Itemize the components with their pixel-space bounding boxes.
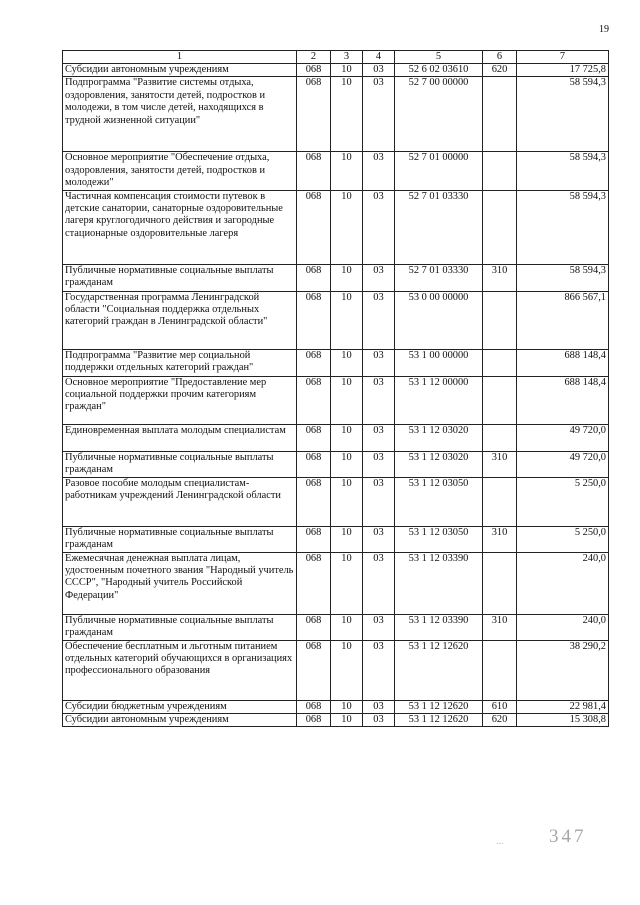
section-cell: 10 [331, 376, 363, 424]
amount-cell: 58 594,3 [517, 152, 609, 190]
table-row [63, 451, 609, 477]
expense-type-cell [483, 552, 517, 614]
table-row [63, 424, 609, 451]
target-article-cell: 53 1 00 00000 [395, 349, 483, 376]
code-cell: 068 [297, 64, 331, 77]
column-header: 4 [363, 51, 395, 64]
subsection-cell: 03 [363, 64, 395, 77]
expense-type-cell: 610 [483, 700, 517, 713]
subsection-cell: 03 [363, 152, 395, 190]
table-row [63, 700, 609, 713]
section-cell: 10 [331, 700, 363, 713]
amount-cell: 688 148,4 [517, 349, 609, 376]
subsection-cell: 03 [363, 552, 395, 614]
section-cell: 10 [331, 291, 363, 349]
subsection-cell: 03 [363, 614, 395, 640]
row-name-cell: Единовременная выплата молодым специалистам [63, 424, 297, 451]
table-header-row [63, 51, 609, 64]
target-article-cell: 53 1 12 03050 [395, 526, 483, 552]
section-cell: 10 [331, 424, 363, 451]
row-name-cell: Подпрограмма "Развитие системы отдыха, оздоровления, занятости детей, подростков и молодежи, в том числе детей, находящихся в трудной жизненной ситуации" [63, 77, 297, 152]
row-name-cell: Подпрограмма "Развитие мер социальной поддержки отдельных категорий граждан" [63, 349, 297, 376]
code-cell: 068 [297, 77, 331, 152]
table-row [63, 77, 609, 152]
amount-cell: 866 567,1 [517, 291, 609, 349]
section-cell: 10 [331, 152, 363, 190]
subsection-cell: 03 [363, 291, 395, 349]
row-name-cell: Субсидии автономным учреждениям [63, 714, 297, 727]
code-cell: 068 [297, 614, 331, 640]
subsection-cell: 03 [363, 477, 395, 526]
target-article-cell: 53 1 12 03050 [395, 477, 483, 526]
amount-cell: 240,0 [517, 552, 609, 614]
code-cell: 068 [297, 349, 331, 376]
amount-cell: 49 720,0 [517, 424, 609, 451]
table-row [63, 64, 609, 77]
table-row [63, 552, 609, 614]
section-cell: 10 [331, 552, 363, 614]
table-row [63, 152, 609, 190]
subsection-cell: 03 [363, 700, 395, 713]
section-cell: 10 [331, 77, 363, 152]
row-name-cell: Ежемесячная денежная выплата лицам, удостоенным почетного звания "Народный учитель СССР", "Народный учитель Российской Федерации" [63, 552, 297, 614]
subsection-cell: 03 [363, 451, 395, 477]
subsection-cell: 03 [363, 526, 395, 552]
table-row [63, 614, 609, 640]
column-header: 1 [63, 51, 297, 64]
target-article-cell: 52 7 00 00000 [395, 77, 483, 152]
expense-type-cell: 310 [483, 614, 517, 640]
column-header: 7 [517, 51, 609, 64]
expense-type-cell [483, 190, 517, 264]
subsection-cell: 03 [363, 640, 395, 700]
expense-type-cell [483, 77, 517, 152]
code-cell: 068 [297, 714, 331, 727]
target-article-cell: 53 1 12 00000 [395, 376, 483, 424]
target-article-cell: 52 7 01 03330 [395, 264, 483, 291]
target-article-cell: 52 7 01 00000 [395, 152, 483, 190]
row-name-cell: Публичные нормативные социальные выплаты гражданам [63, 264, 297, 291]
code-cell: 068 [297, 526, 331, 552]
page-number: 19 [599, 24, 609, 35]
table-row [63, 376, 609, 424]
table-row [63, 477, 609, 526]
code-cell: 068 [297, 264, 331, 291]
expense-type-cell [483, 349, 517, 376]
target-article-cell: 53 1 12 12620 [395, 640, 483, 700]
subsection-cell: 03 [363, 264, 395, 291]
section-cell: 10 [331, 614, 363, 640]
row-name-cell: Публичные нормативные социальные выплаты гражданам [63, 526, 297, 552]
amount-cell: 58 594,3 [517, 190, 609, 264]
target-article-cell: 53 1 12 03390 [395, 552, 483, 614]
table-row [63, 526, 609, 552]
code-cell: 068 [297, 376, 331, 424]
table-row [63, 349, 609, 376]
subsection-cell: 03 [363, 349, 395, 376]
row-name-cell: Публичные нормативные социальные выплаты гражданам [63, 614, 297, 640]
code-cell: 068 [297, 424, 331, 451]
row-name-cell: Основное мероприятие "Обеспечение отдыха, оздоровления, занятости детей, подростков и молодежи" [63, 152, 297, 190]
code-cell: 068 [297, 552, 331, 614]
table-row [63, 190, 609, 264]
budget-table [62, 50, 609, 727]
section-cell: 10 [331, 190, 363, 264]
target-article-cell: 53 1 12 03390 [395, 614, 483, 640]
amount-cell: 5 250,0 [517, 526, 609, 552]
scan-dots: ... [496, 836, 504, 847]
amount-cell: 22 981,4 [517, 700, 609, 713]
column-header: 2 [297, 51, 331, 64]
row-name-cell: Субсидии автономным учреждениям [63, 64, 297, 77]
amount-cell: 17 725,8 [517, 64, 609, 77]
target-article-cell: 53 1 12 03020 [395, 424, 483, 451]
table-row [63, 640, 609, 700]
row-name-cell: Основное мероприятие "Предоставление мер социальной поддержки прочим категориям граждан" [63, 376, 297, 424]
target-article-cell: 52 6 02 03610 [395, 64, 483, 77]
section-cell: 10 [331, 526, 363, 552]
row-name-cell: Частичная компенсация стоимости путевок в детские санатории, санаторные оздоровительные лагеря круглогодичного действия и загородные стационарные оздоровительные лагеря [63, 190, 297, 264]
section-cell: 10 [331, 477, 363, 526]
code-cell: 068 [297, 700, 331, 713]
row-name-cell: Разовое пособие молодым специалистам-работникам учреждений Ленинградской области [63, 477, 297, 526]
code-cell: 068 [297, 640, 331, 700]
section-cell: 10 [331, 451, 363, 477]
expense-type-cell: 310 [483, 264, 517, 291]
target-article-cell: 52 7 01 03330 [395, 190, 483, 264]
subsection-cell: 03 [363, 190, 395, 264]
subsection-cell: 03 [363, 376, 395, 424]
expense-type-cell [483, 152, 517, 190]
row-name-cell: Публичные нормативные социальные выплаты гражданам [63, 451, 297, 477]
expense-type-cell: 620 [483, 714, 517, 727]
expense-type-cell [483, 477, 517, 526]
row-name-cell: Субсидии бюджетным учреждениям [63, 700, 297, 713]
amount-cell: 58 594,3 [517, 264, 609, 291]
section-cell: 10 [331, 64, 363, 77]
expense-type-cell: 620 [483, 64, 517, 77]
subsection-cell: 03 [363, 714, 395, 727]
target-article-cell: 53 1 12 12620 [395, 700, 483, 713]
amount-cell: 49 720,0 [517, 451, 609, 477]
section-cell: 10 [331, 264, 363, 291]
expense-type-cell [483, 291, 517, 349]
table-row [63, 714, 609, 727]
expense-type-cell: 310 [483, 451, 517, 477]
target-article-cell: 53 1 12 03020 [395, 451, 483, 477]
amount-cell: 15 308,8 [517, 714, 609, 727]
section-cell: 10 [331, 349, 363, 376]
section-cell: 10 [331, 640, 363, 700]
amount-cell: 688 148,4 [517, 376, 609, 424]
table-row [63, 264, 609, 291]
column-header: 5 [395, 51, 483, 64]
row-name-cell: Государственная программа Ленинградской области "Социальная поддержка отдельных категорий граждан в Ленинградской области" [63, 291, 297, 349]
expense-type-cell [483, 376, 517, 424]
amount-cell: 5 250,0 [517, 477, 609, 526]
amount-cell: 38 290,2 [517, 640, 609, 700]
code-cell: 068 [297, 477, 331, 526]
sheet-number-stamp: 347 [549, 826, 587, 847]
subsection-cell: 03 [363, 77, 395, 152]
code-cell: 068 [297, 190, 331, 264]
expense-type-cell: 310 [483, 526, 517, 552]
amount-cell: 240,0 [517, 614, 609, 640]
section-cell: 10 [331, 714, 363, 727]
expense-type-cell [483, 640, 517, 700]
expense-type-cell [483, 424, 517, 451]
column-header: 6 [483, 51, 517, 64]
target-article-cell: 53 1 12 12620 [395, 714, 483, 727]
table-row [63, 291, 609, 349]
amount-cell: 58 594,3 [517, 77, 609, 152]
code-cell: 068 [297, 152, 331, 190]
subsection-cell: 03 [363, 424, 395, 451]
row-name-cell: Обеспечение бесплатным и льготным питанием отдельных категорий обучающихся в организациях профессионального образования [63, 640, 297, 700]
target-article-cell: 53 0 00 00000 [395, 291, 483, 349]
code-cell: 068 [297, 451, 331, 477]
code-cell: 068 [297, 291, 331, 349]
column-header: 3 [331, 51, 363, 64]
